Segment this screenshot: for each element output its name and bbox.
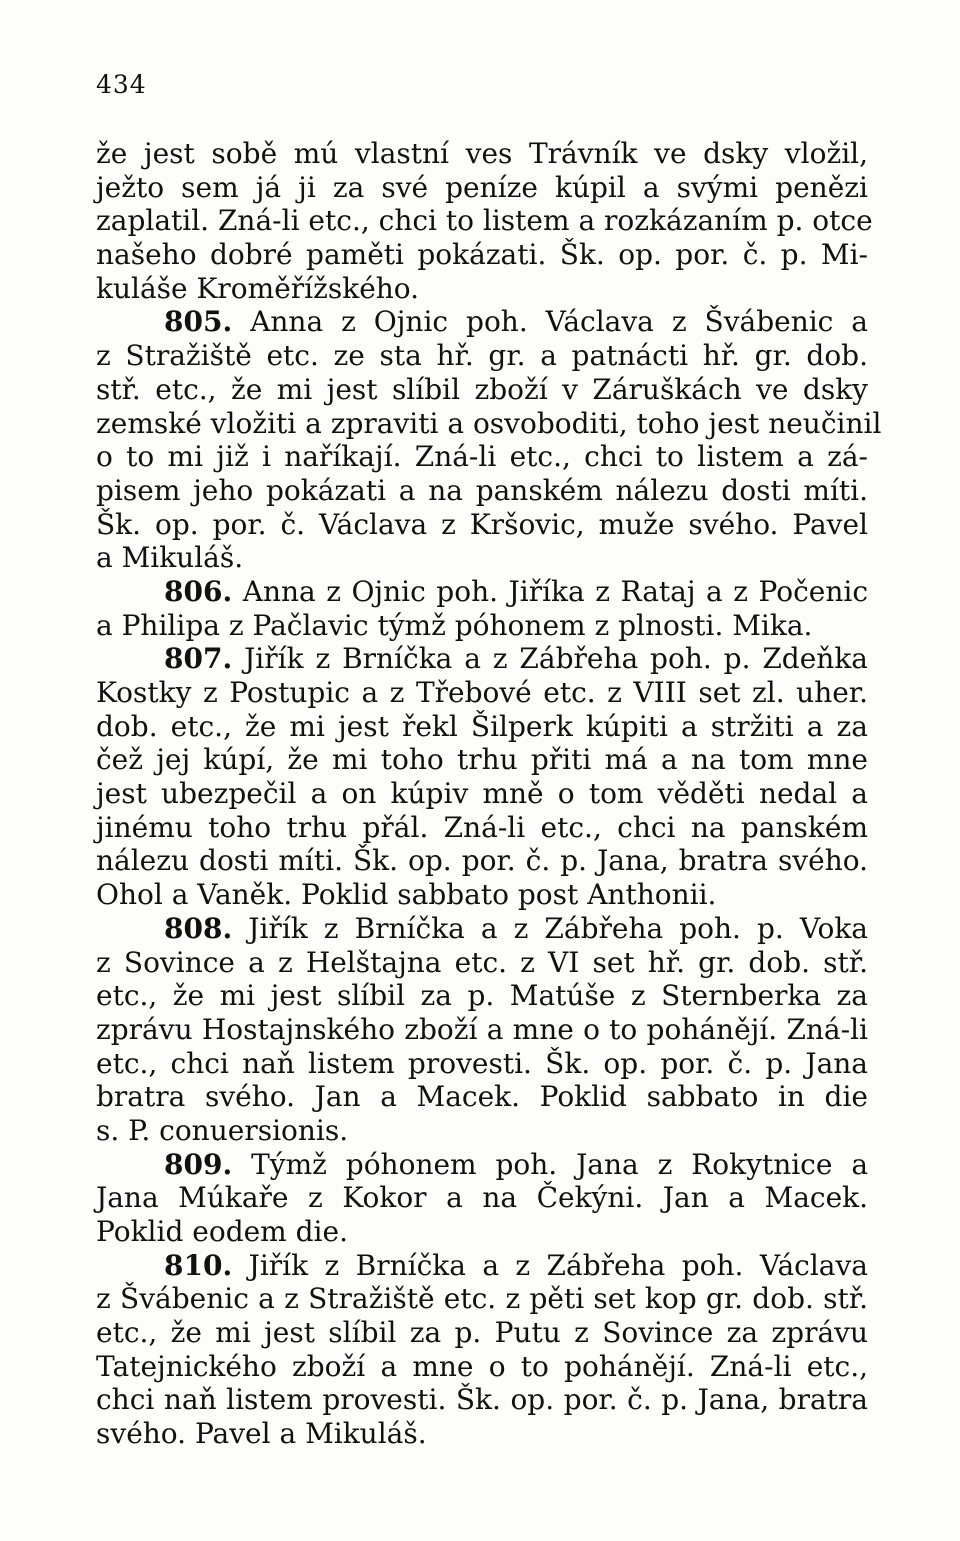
text-line <box>96 743 868 777</box>
line-text: Týmž póhonem poh. Jana z Rokytnice a <box>251 1147 869 1181</box>
text-line <box>96 912 868 946</box>
line-text: etc., že mi jest slíbil za p. Matúše z Sternberka za <box>96 979 868 1013</box>
line-text: Jana Múkaře z Kokor a na Čekýni. Jan a Macek. <box>96 1181 868 1215</box>
text-line <box>96 171 868 205</box>
line-text: čež jej kúpí, že mi toho trhu přiti má a na tom mne <box>96 743 868 777</box>
text-line <box>96 1181 868 1215</box>
line-text: Anna z Ojnic poh. Václava z Švábenic a <box>250 305 869 339</box>
entry-number: 805. <box>164 305 233 339</box>
text-line <box>96 508 868 542</box>
line-text: z Sovince a z Helštajna etc. z VI set hř. gr. dob. stř. <box>96 945 868 979</box>
line-text: a Philipa z Pačlavic týmž póhonem z plnosti. Mika. <box>96 608 813 642</box>
line-text: jest ubezpečil a on kúpiv mně o tom věděti nedal a <box>96 777 868 811</box>
text-line <box>96 979 868 1013</box>
line-text: stř. etc., že mi jest slíbil zboží v Záruškách ve dsky <box>96 372 868 406</box>
text-line <box>96 1080 868 1114</box>
line-text: z Švábenic a z Stražiště etc. z pěti set kop gr. dob. stř. <box>96 1282 868 1316</box>
line-text: o to mi již i naříkají. Zná-li etc., chci to listem a zá- <box>96 440 868 474</box>
text-line <box>96 1282 868 1316</box>
entry-number: 808. <box>164 911 233 945</box>
text-line <box>96 1417 868 1451</box>
text-line <box>96 137 868 171</box>
line-text: zemské vložiti a zpraviti a osvoboditi, toho jest neučinil <box>96 406 882 440</box>
line-text: s. P. conuersionis. <box>96 1113 349 1147</box>
line-text: z Stražiště etc. ze sta hř. gr. a patnácti hř. gr. dob. <box>96 339 868 373</box>
text-line <box>96 474 868 508</box>
entry-number: 807. <box>164 642 233 676</box>
text-line <box>96 946 868 980</box>
line-text: etc., že mi jest slíbil za p. Putu z Sovince za zprávu <box>96 1316 868 1350</box>
text-line <box>96 406 882 441</box>
line-text: a Mikuláš. <box>96 541 244 575</box>
line-text: chci naň listem provesti. Šk. op. por. č. p. Jana, bratra <box>96 1383 868 1417</box>
line-text: že jest sobě mú vlastní ves Trávník ve dsky vložil, <box>96 137 868 170</box>
text-line <box>96 1148 868 1182</box>
entry-number: 806. <box>164 574 233 608</box>
text-line <box>96 676 868 710</box>
line-text: Kostky z Postupic a z Třebové etc. z VIII set zl. uher. <box>96 676 868 709</box>
text-line <box>96 373 868 407</box>
text-line <box>96 710 868 744</box>
line-text: Jiřík z Brníčka a z Zábřeha poh. p. Voka <box>248 911 868 945</box>
line-text: Poklid eodem die. <box>96 1215 348 1248</box>
line-text: Ohol a Vaněk. Poklid sabbato post Anthonii. <box>96 878 717 912</box>
text-line <box>96 811 868 845</box>
line-text: Anna z Ojnic poh. Jiříka z Rataj a z Počenic <box>242 574 868 608</box>
line-text: Jiřík z Brníčka a z Zábřeha poh. p. Zdeňka <box>244 642 868 676</box>
line-text: nálezu dosti míti. Šk. op. por. č. p. Jana, bratra svého. <box>96 844 868 878</box>
text-line <box>96 238 868 272</box>
text-line <box>96 609 868 643</box>
text-line <box>96 1215 868 1249</box>
line-text: svého. Pavel a Mikuláš. <box>96 1417 427 1451</box>
line-text: Jiřík z Brníčka a z Zábřeha poh. Václava <box>248 1248 868 1282</box>
text-line <box>96 1249 868 1283</box>
text-line <box>96 1350 868 1384</box>
text-line <box>96 339 868 373</box>
line-text: zprávu Hostajnského zboží a mne o to pohánějí. Zná-li <box>96 1012 868 1046</box>
text-line <box>96 878 868 912</box>
page-number: 434 <box>96 70 147 99</box>
text-line <box>96 1047 868 1081</box>
line-text: Šk. op. por. č. Václava z Kršovic, muže svého. Pavel <box>96 507 868 541</box>
text-body <box>96 137 882 1451</box>
entry-number: 810. <box>164 1248 233 1282</box>
text-line <box>96 844 868 878</box>
line-text: bratra svého. Jan a Macek. Poklid sabbato in die <box>96 1080 868 1114</box>
text-line <box>96 1383 868 1417</box>
line-text: pisem jeho pokázati a na panském nálezu dosti míti. <box>96 473 868 507</box>
text-line <box>96 1114 868 1148</box>
line-text: Tatejnického zboží a mne o to pohánějí. Zná-li etc., <box>96 1349 868 1383</box>
line-text: jinému toho trhu přál. Zná-li etc., chci na panském <box>96 810 868 844</box>
line-text: etc., chci naň listem provesti. Šk. op. por. č. p. Jana <box>96 1046 868 1080</box>
text-line <box>96 1316 868 1350</box>
text-line <box>96 777 868 811</box>
text-line <box>96 1013 868 1047</box>
line-text: našeho dobré paměti pokázati. Šk. op. por. č. p. Mi- <box>96 238 868 272</box>
line-text: dob. etc., že mi jest řekl Šilperk kúpiti a stržiti a za <box>96 709 868 743</box>
line-text: ježto sem já ji za své peníze kúpil a svými penězi <box>96 170 868 204</box>
text-line <box>96 440 868 474</box>
line-text: kuláše Kroměřížského. <box>96 271 420 305</box>
text-line <box>96 642 868 676</box>
text-line <box>96 305 868 339</box>
text-line <box>96 204 873 238</box>
text-line <box>96 541 868 575</box>
entry-number: 809. <box>164 1147 233 1181</box>
text-line <box>96 272 868 306</box>
text-line <box>96 575 868 609</box>
line-text: zaplatil. Zná-li etc., chci to listem a rozkázaním p. otce <box>96 204 873 238</box>
